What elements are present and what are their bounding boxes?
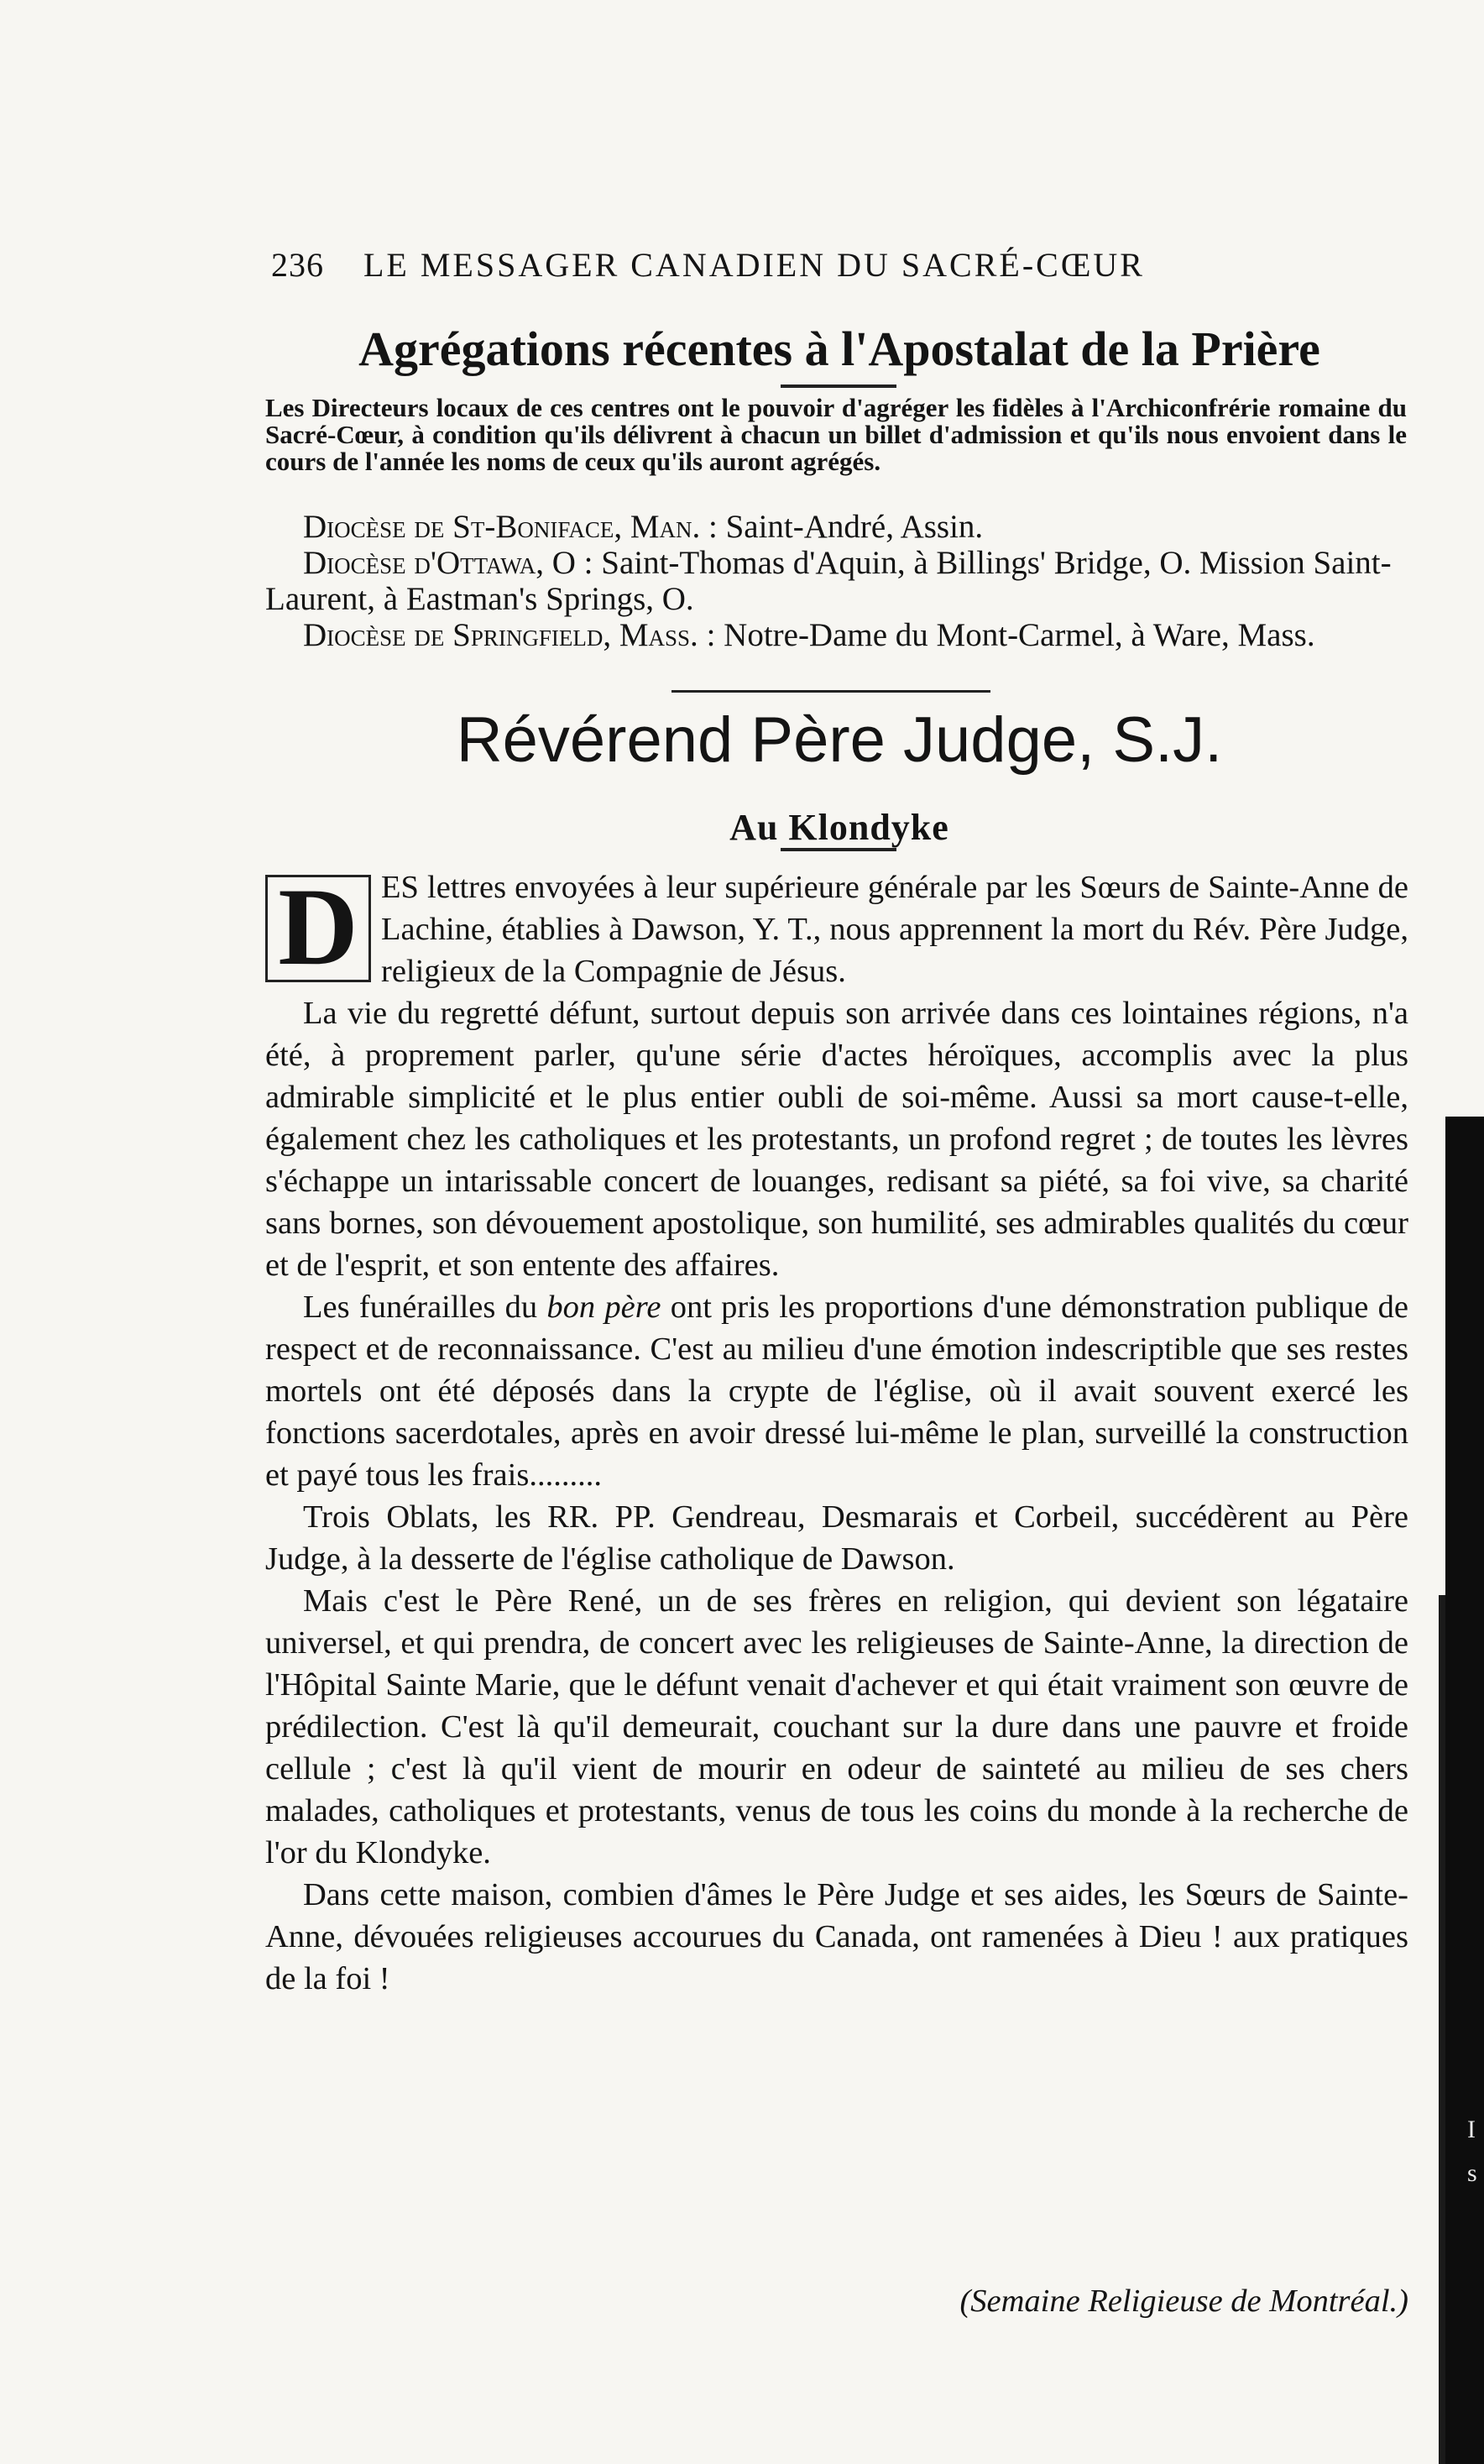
diocese-entry [265, 617, 1407, 653]
paragraph-text: ont pris les proportions d'une démonstration publique de respect et de reconnaissance. C'est au milieu d'une émotion indescriptible que ses restes mortels ont été déposés dans la crypte de l'église, où il avait souvent exercé les fonctions sacerdotales, après en avoir dressé lui-même le plan, surveillé la construction et payé tous les frais......... [265, 1290, 1408, 1493]
diocese-entries [265, 509, 1407, 653]
drop-cap: D [265, 875, 371, 982]
diocese-places: : Saint-Thomas d'Aquin, à Billings' Bridge, O. Mission Saint-Laurent, à Eastman's Springs, O. [265, 545, 1392, 617]
paragraph-text: ES lettres envoyées à leur supérieure générale par les Sœurs de Sainte-Anne de Lachine, établies à Dawson, Y. T., nous apprennent la mort du Rév. Père Judge, religieux de la Compagnie de Jésus. [381, 870, 1408, 989]
diocese-name: Diocèse de Springfield, Mass. [303, 617, 698, 653]
aggregations-notice: Les Directeurs locaux de ces centres ont le pouvoir d'agréger les fidèles à l'Archiconfrérie romaine du Sacré-Cœur, à condition qu'ils délivrent à chacun un billet d'admission et qu'ils nous envoient dans le cours de l'année les noms de ceux qu'ils auront agrégés. [265, 393, 1407, 476]
binding-edge [1445, 1117, 1484, 2464]
paragraph-text: Les funérailles du [303, 1290, 547, 1325]
title-rule [781, 385, 896, 388]
diocese-entry [265, 509, 1407, 545]
diocese-places: : Notre-Dame du Mont-Carmel, à Ware, Mass. [698, 617, 1315, 653]
margin-mark: I [1467, 2116, 1476, 2143]
diocese-places: : Saint-André, Assin. [700, 509, 984, 545]
diocese-name: Diocèse de St-Boniface, Man. [303, 509, 701, 545]
source-attribution: (Semaine Religieuse de Montréal.) [959, 2284, 1408, 2319]
binding-shadow [1439, 1595, 1445, 2464]
paragraph: La vie du regretté défunt, surtout depuis son arrivée dans ces lointaines régions, n'a été, à proprement parler, qu'une série d'actes héroïques, accomplis avec la plus admirable simplicité et le plus entier oubli de soi-même. Aussi sa mort cause-t-elle, également chez les catholiques et les protestants, un profond regret ; de toutes les lèvres s'échappe un intarissable concert de louanges, redisant sa piété, sa foi vive, sa charité sans bornes, son dévouement apostolique, son humilité, ses admirables qualités du cœur et de l'esprit, et son entente des affaires. [265, 996, 1408, 1283]
paragraph: Mais c'est le Père René, un de ses frères en religion, qui devient son légataire universel, et qui prendra, de concert avec les religieuses de Sainte-Anne, la direction de l'Hôpital Sainte Marie, que le défunt venait d'achever et qui était vraiment son œuvre de prédilection. C'est là qu'il demeurait, couchant sur la dure dans une pauvre et froide cellule ; c'est là qu'il vient de mourir en odeur de sainteté au milieu de ses chers malades, catholiques et protestants, venus de tous les coins du monde à la recherche de l'or du Klondyke. [265, 1583, 1408, 1870]
article-subtitle: Au Klondyke [729, 807, 949, 848]
aggregations-title: Agrégations récentes à l'Apostalat de la Prière [358, 322, 1320, 376]
diocese-name: Diocèse d'Ottawa, O [303, 545, 576, 581]
emphasis-text: bon père [546, 1290, 661, 1325]
margin-mark: s [1467, 2159, 1477, 2187]
article-body [265, 856, 1408, 2000]
running-title: LE MESSAGER CANADIEN DU SACRÉ-CŒUR [363, 246, 1145, 284]
paragraph: Dans cette maison, combien d'âmes le Père Judge et ses aides, les Sœurs de Sainte-Anne, dévouées religieuses accourues du Canada, ont ramenées à Dieu ! aux pratiques de la foi ! [265, 1877, 1408, 1996]
section-divider [671, 690, 990, 693]
article-title: Révérend Père Judge, S.J. [456, 704, 1223, 776]
paragraph: Trois Oblats, les RR. PP. Gendreau, Desmarais et Corbeil, succédèrent au Père Judge, à la desserte de l'église catholique de Dawson. [265, 1499, 1408, 1577]
running-head [271, 245, 1404, 285]
page-number: 236 [271, 246, 324, 284]
paragraph [265, 1286, 1408, 1496]
diocese-entry [265, 545, 1407, 617]
paragraph [265, 866, 1408, 992]
